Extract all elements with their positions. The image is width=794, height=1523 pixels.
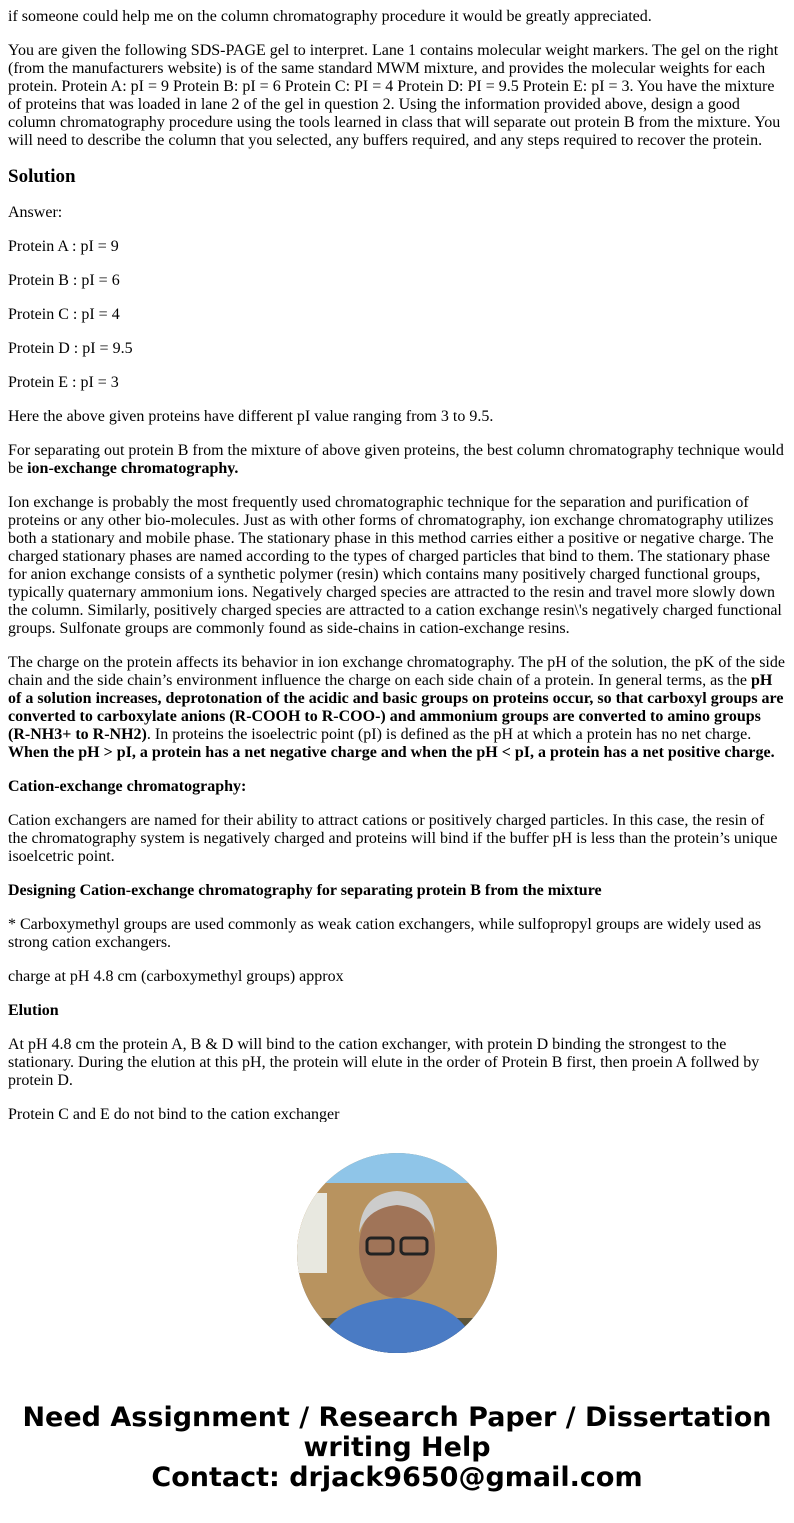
paragraph xyxy=(8,442,786,478)
answer-label: Answer: xyxy=(8,204,63,221)
footer-help-text: Need Assignment / Research Paper / Dissertation writing Help xyxy=(22,1402,772,1463)
protein-b: Protein B : pI = 6 xyxy=(8,272,120,289)
paragraph: charge at pH 4.8 cm (carboxymethyl groups) approx xyxy=(8,968,344,985)
question-intro: if someone could help me on the column chromatography procedure it would be greatly appreciated. xyxy=(8,8,652,25)
paragraph: At pH 4.8 cm the protein A, B & D will bind to the cation exchanger, with protein D binding the strongest to the stationary. During the elution at this pH, the protein will elute in the order of Protein B first, then proein A follwed by protein D. xyxy=(8,1036,760,1089)
bold-text: pH of a solution increases, deprotonation of the acidic and basic groups on proteins occur, so that carboxyl groups are converted to carboxylate anions (R-COOH to R-COO-) and ammonium groups are converted to amino groups (R-NH3+ to R-NH2) xyxy=(8,672,784,743)
protein-a: Protein A : pI = 9 xyxy=(8,238,119,255)
avatar xyxy=(297,1153,497,1353)
text: . In proteins the isoelectric point (pI) is defined as the pH at which a protein has no net charge. xyxy=(146,726,752,743)
solution-heading: Solution xyxy=(8,166,76,187)
question-body: You are given the following SDS-PAGE gel to interpret. Lane 1 contains molecular weight markers. The gel on the right (from the manufacturers website) is of the same standard MWM mixture, and provides the molecular weights for each protein. Protein A: pI = 9 Protein B: pI = 6 Protein C: PI = 4 Protein D: PI = 9.5 Protein E: pI = 3. You have the mixture of proteins that was loaded in lane 2 of the gel in question 2. Using the information provided above, design a good column chromatography procedure using the tools learned in class that will separate out protein B from the mixture. You will need to describe the column that you selected, any buffers required, and any steps required to recover the protein. xyxy=(8,42,781,149)
protein-e: Protein E : pI = 3 xyxy=(8,374,119,391)
subheading xyxy=(8,778,786,796)
paragraph: Cation exchangers are named for their ability to attract cations or positively charged particles. In this case, the resin of the chromatography system is negatively charged and proteins will bind if the buffer pH is less than the protein’s unique isoelcetric point. xyxy=(8,812,778,865)
bold-text: ion-exchange chromatography. xyxy=(27,460,239,477)
bold-text: Elution xyxy=(8,1002,59,1019)
protein-c: Protein C : pI = 4 xyxy=(8,306,120,323)
paragraph: Here the above given proteins have different pI value ranging from 3 to 9.5. xyxy=(8,408,494,425)
bold-text: When the pH > pI, a protein has a net negative charge and when the pH < pI, a protein has a net positive charge. xyxy=(8,744,775,761)
paragraph xyxy=(8,654,786,762)
document-content xyxy=(8,0,786,1122)
protein-d: Protein D : pI = 9.5 xyxy=(8,340,133,357)
paragraph: Protein C and E do not bind to the cation exchanger xyxy=(8,1106,340,1122)
footer-banner xyxy=(0,1403,794,1493)
text: The charge on the protein affects its behavior in ion exchange chromatography. The pH of the solution, the pK of the side chain and the side chain’s environment influence the charge on each side chain of a protein. In general terms, as the xyxy=(8,654,785,689)
text: For separating out protein B from the mixture of above given proteins, the best column chromatography technique would be xyxy=(8,442,784,477)
paragraph: * Carboxymethyl groups are used commonly as weak cation exchangers, while sulfopropyl groups are widely used as strong cation exchangers. xyxy=(8,916,762,951)
subheading xyxy=(8,1002,786,1020)
bold-text: Designing Cation-exchange chromatography for separating protein B from the mixture xyxy=(8,882,602,899)
person-photo-icon xyxy=(297,1153,497,1353)
footer-contact: Contact: drjack9650@gmail.com xyxy=(151,1462,643,1493)
subheading xyxy=(8,882,786,900)
paragraph: Ion exchange is probably the most frequently used chromatographic technique for the separation and purification of proteins or any other bio-molecules. Just as with other forms of chromatography, ion exchange chromatography utilizes both a stationary and mobile phase. The stationary phase in this method carries either a positive or negative charge. The charged stationary phases are named according to the types of charged particles that bind to them. The stationary phase for anion exchange consists of a synthetic polymer (resin) which contains many positively charged functional groups, typically quaternary ammonium ions. Negatively charged species are attracted to the resin and travel more slowly down the column. Similarly, positively charged species are attracted to a cation exchange resin\'s negatively charged functional groups. Sulfonate groups are commonly found as side-chains in cation-exchange resins. xyxy=(8,494,782,637)
bold-text: Cation-exchange chromatography: xyxy=(8,778,247,795)
